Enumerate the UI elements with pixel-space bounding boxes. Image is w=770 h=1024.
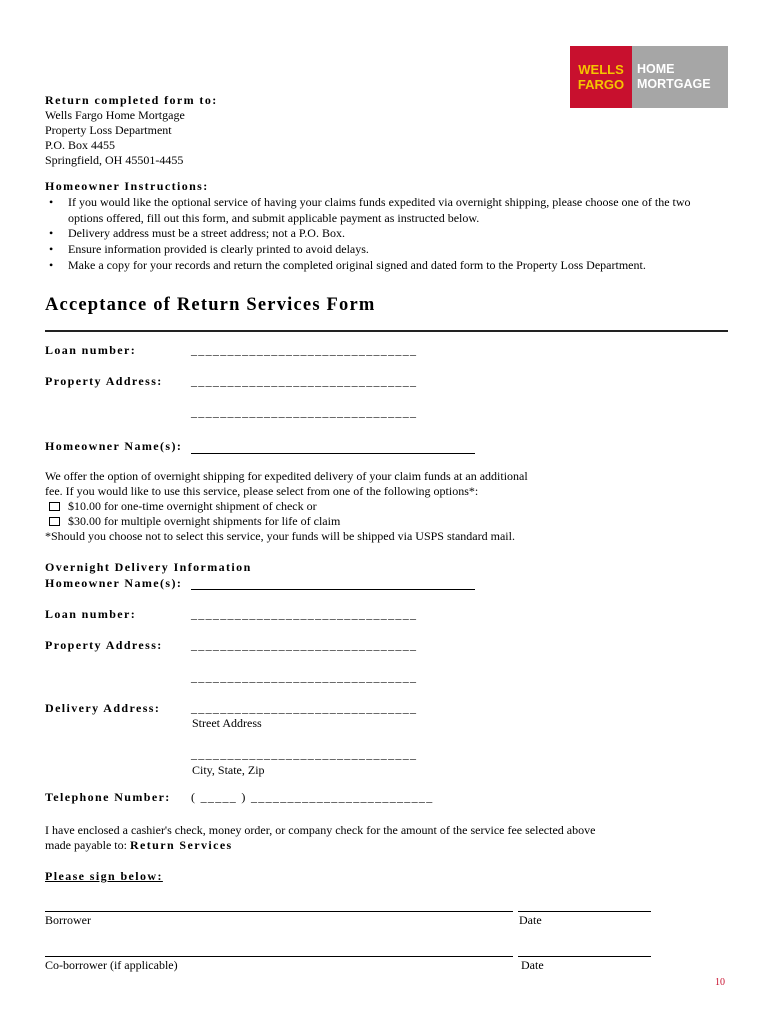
overnight-property-label: Property Address: xyxy=(45,638,163,652)
borrower-caption: Borrower xyxy=(45,913,91,927)
logo-grey-block xyxy=(632,46,728,108)
instruction-item: • Delivery address must be a street address; not a P.O. Box. xyxy=(45,226,725,242)
coborrower-date-caption: Date xyxy=(521,958,544,972)
delivery-city-field[interactable]: _______________________________ xyxy=(191,747,418,761)
instructions-list xyxy=(45,195,725,274)
coborrower-signature-line[interactable] xyxy=(45,955,513,957)
telephone-field[interactable]: ( _____ ) _________________________ xyxy=(191,790,434,804)
wells-fargo-logo xyxy=(570,46,728,108)
delivery-street-field[interactable]: _______________________________ xyxy=(191,701,418,715)
payment-prefix: made payable to: xyxy=(45,838,130,852)
return-heading: Return completed form to: xyxy=(45,93,218,107)
instruction-item: • Ensure information provided is clearly printed to avoid delays. xyxy=(45,242,725,258)
form-title: Acceptance of Return Services Form xyxy=(45,295,376,315)
option-two-checkbox[interactable] xyxy=(49,517,60,526)
telephone-label: Telephone Number: xyxy=(45,790,171,804)
return-line: P.O. Box 4455 xyxy=(45,138,116,152)
logo-text-mortgage: MORTGAGE xyxy=(637,77,711,91)
overnight-property-field-2[interactable]: _______________________________ xyxy=(191,670,418,684)
logo-text-fargo: FARGO xyxy=(577,77,625,92)
instructions-heading: Homeowner Instructions: xyxy=(45,179,209,193)
property-address-label: Property Address: xyxy=(45,374,163,388)
loan-number-label: Loan number: xyxy=(45,343,137,357)
instructions-block xyxy=(45,179,725,274)
coborrower-caption: Co-borrower (if applicable) xyxy=(45,958,178,972)
delivery-address-label: Delivery Address: xyxy=(45,701,161,715)
instruction-item: • Make a copy for your records and return the completed original signed and dated form to the Property Loss Department. xyxy=(45,258,688,274)
return-address-block xyxy=(45,93,218,168)
offer-line: fee. If you would like to use this service, please select from one of the following options*: xyxy=(45,484,479,498)
offer-block xyxy=(45,469,725,544)
payee-name: Return Services xyxy=(129,838,233,852)
borrower-date-line[interactable] xyxy=(518,910,651,912)
homeowner-name-label: Homeowner Name(s): xyxy=(45,439,183,453)
title-divider xyxy=(45,330,728,332)
page-number: 10 xyxy=(715,977,725,988)
return-line: Wells Fargo Home Mortgage xyxy=(45,108,185,122)
payment-line-2 xyxy=(45,838,735,853)
coborrower-date-line[interactable] xyxy=(518,955,651,957)
overnight-homeowner-label: Homeowner Name(s): xyxy=(45,576,183,590)
offer-note: *Should you choose not to select this service, your funds will be shipped via USPS standard mail. xyxy=(45,529,515,543)
option-two-label: $30.00 for multiple overnight shipments for life of claim xyxy=(68,514,341,528)
borrower-date-caption: Date xyxy=(519,913,542,927)
borrower-signature-line[interactable] xyxy=(45,910,513,912)
overnight-property-field[interactable]: _______________________________ xyxy=(191,638,418,652)
overnight-loan-field[interactable]: _______________________________ xyxy=(191,607,418,621)
option-one-checkbox[interactable] xyxy=(49,502,60,511)
sign-below-heading: Please sign below: xyxy=(45,869,163,883)
option-two xyxy=(45,514,725,529)
logo-red-block xyxy=(570,46,632,108)
property-address-field[interactable]: _______________________________ xyxy=(191,374,418,388)
option-one xyxy=(45,499,725,514)
street-address-caption: Street Address xyxy=(192,716,262,730)
homeowner-name-field[interactable] xyxy=(191,452,475,454)
overnight-heading: Overnight Delivery Information xyxy=(45,560,252,574)
overnight-loan-label: Loan number: xyxy=(45,607,137,621)
instruction-item: • If you would like the optional service of having your claims funds expedited via overnight shipping, please choose one of the two options offered, fill out this form, and submit applicable payment as instructed below. xyxy=(45,195,725,226)
logo-text-wells: WELLS xyxy=(578,62,624,77)
city-state-zip-caption: City, State, Zip xyxy=(192,763,265,777)
return-line: Springfield, OH 45501-4455 xyxy=(45,153,184,167)
option-one-label: $10.00 for one-time overnight shipment of check or xyxy=(68,499,317,513)
loan-number-field[interactable]: _______________________________ xyxy=(191,343,418,357)
return-line: Property Loss Department xyxy=(45,123,172,137)
offer-line: We offer the option of overnight shipping for expedited delivery of your claim funds at an additional xyxy=(45,469,528,483)
property-address-field-2[interactable]: _______________________________ xyxy=(191,405,418,419)
overnight-homeowner-field[interactable] xyxy=(191,588,475,590)
logo-text-home: HOME xyxy=(637,62,675,76)
payment-line: I have enclosed a cashier's check, money order, or company check for the amount of the service fee selected above xyxy=(45,823,596,837)
payment-block xyxy=(45,823,735,853)
